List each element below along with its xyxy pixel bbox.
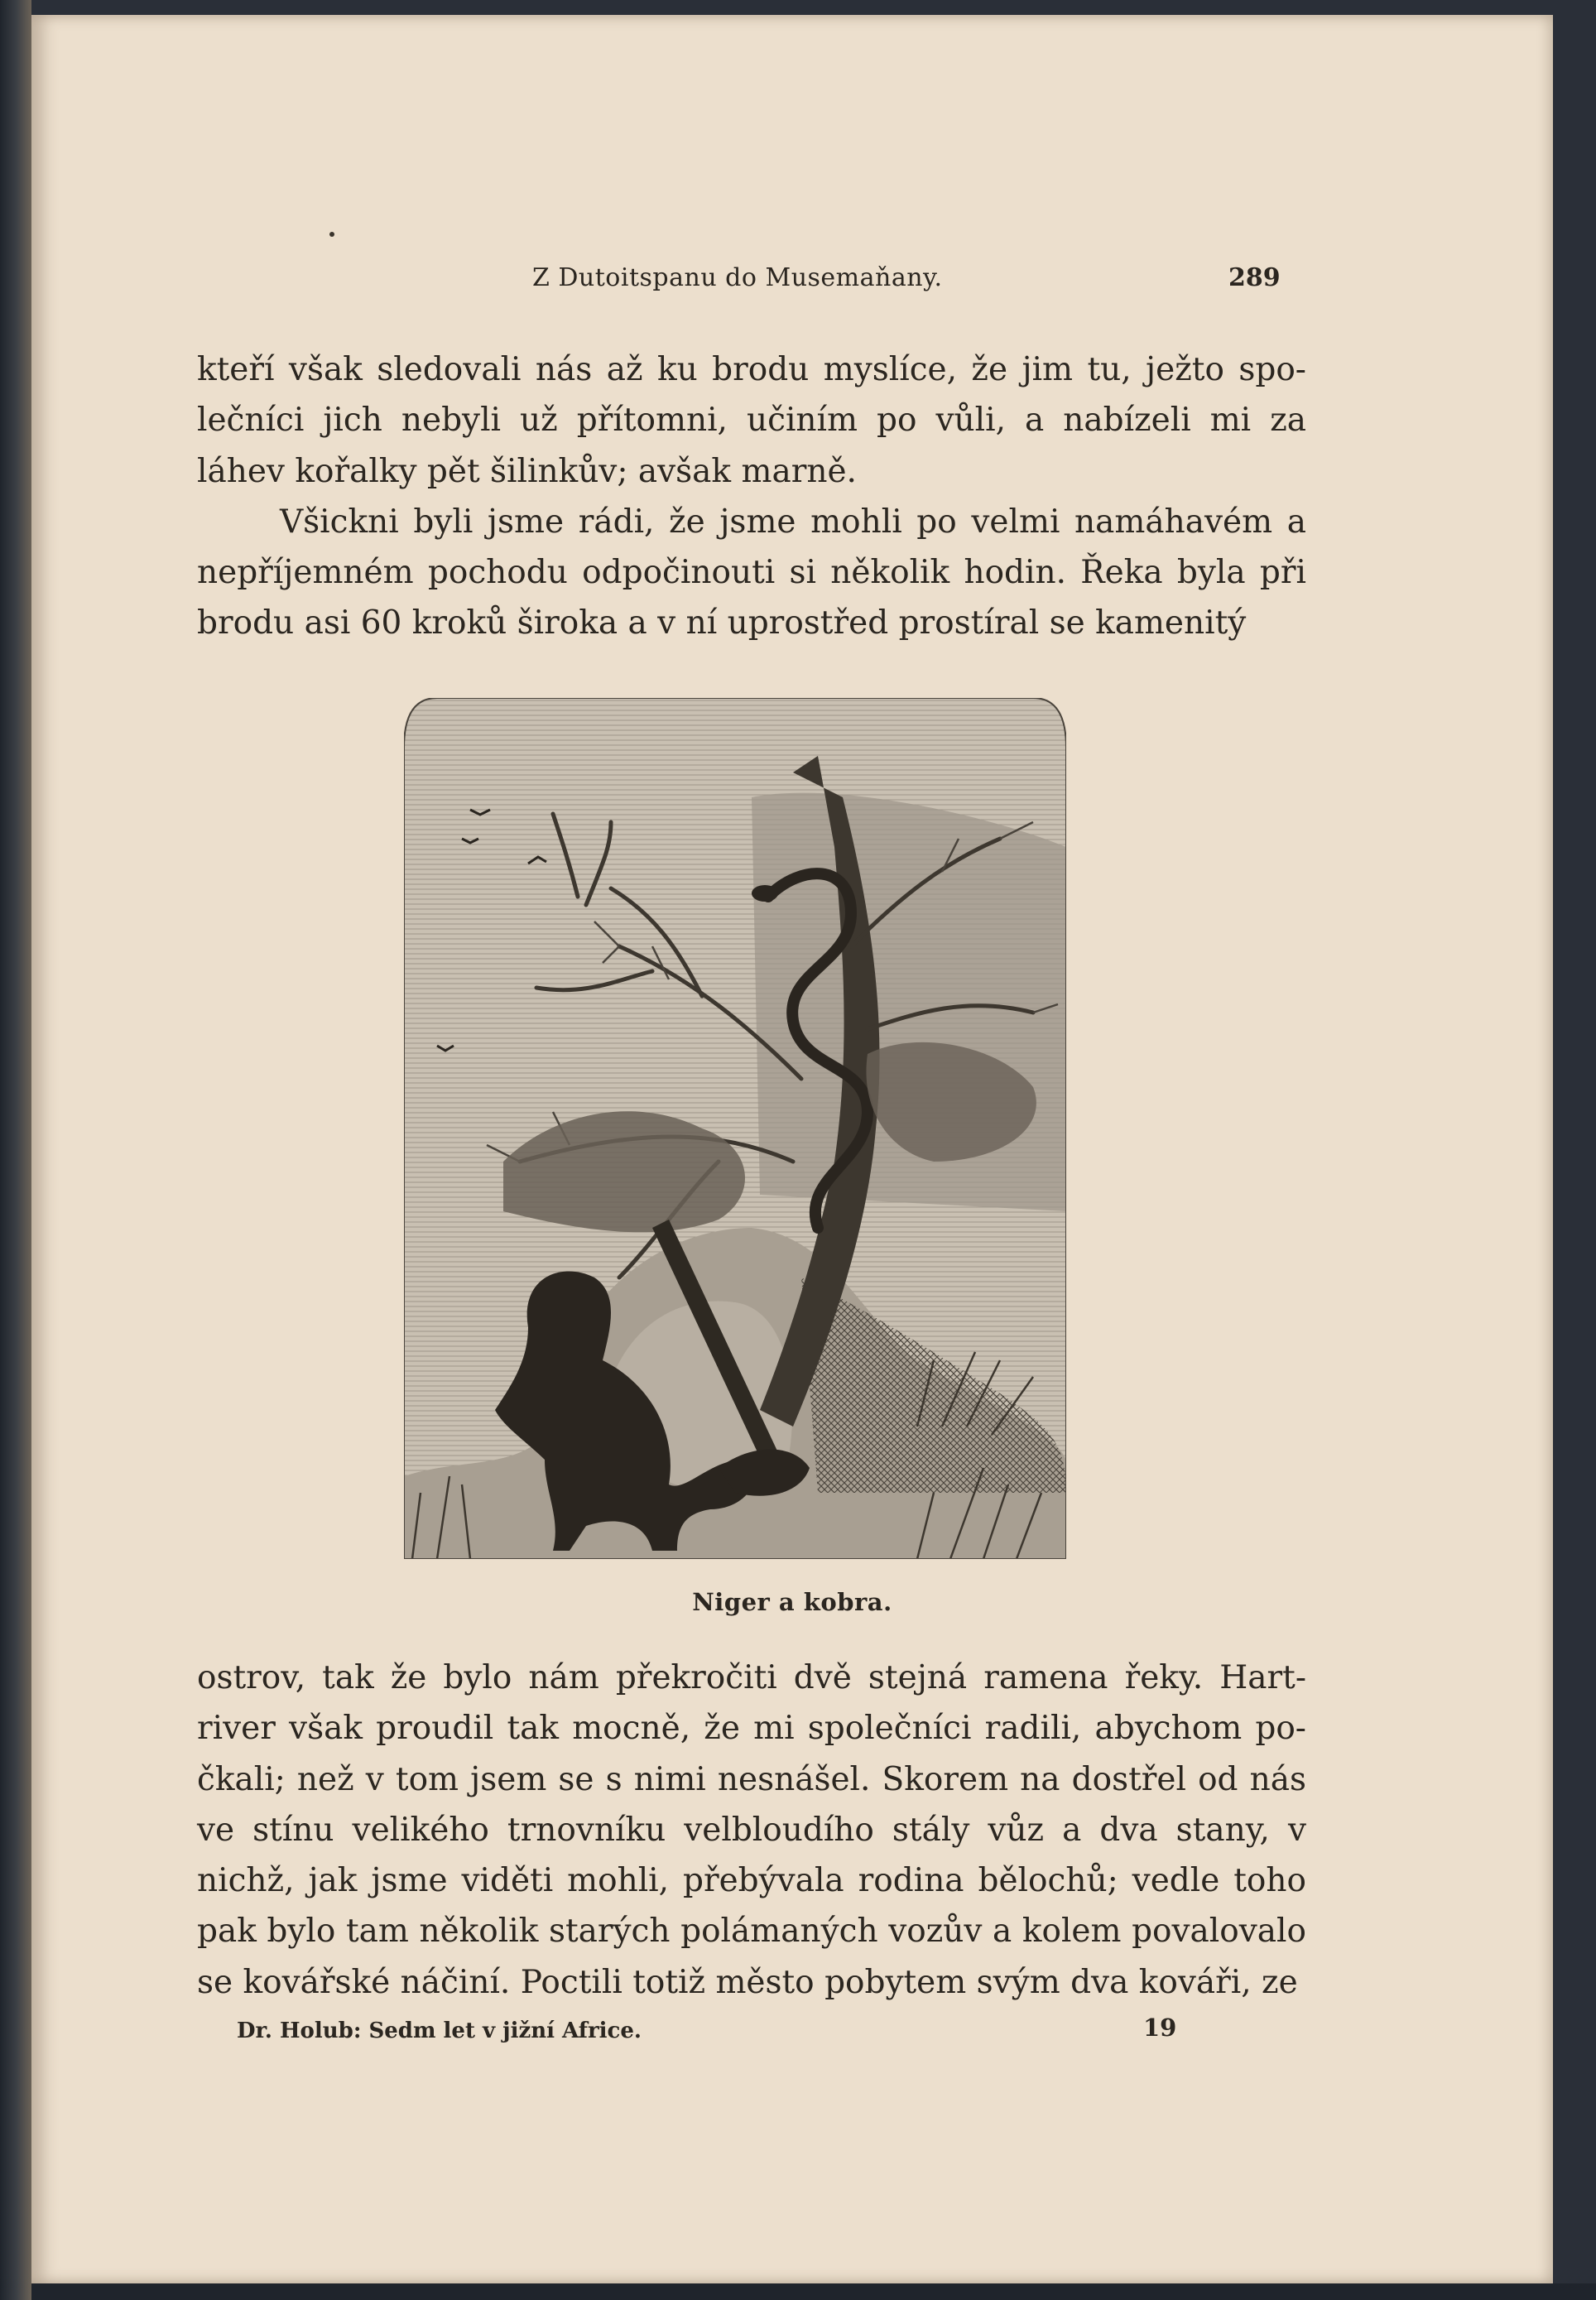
page-number: 289 bbox=[1228, 263, 1281, 292]
paragraph-continuation: ostrov, tak že bylo nám překročiti dvě stejná ramena řeky. Hart-river však proudil tak mocně, že mi společníci radili, abychom po-čkali; než v tom jsem se s nimi nesnášel. Skorem na dostřel od nás ve stínu velikého trnovníku velbloudího stály vůz a dva stany, v nichž, jak jsme viděti mohli, přebývala rodina bělochů; vedle toho pak bylo tam několik starých polámaných vozův a kolem povalovalo se kovářské náčiní. Poctili totiž město pobytem svým dva kováři, ze bbox=[197, 1659, 1306, 2001]
signature-footer bbox=[237, 2014, 1230, 2052]
paragraph-continuation: kteří však sledovali nás až ku brodu myslíce, že jim tu, ježto spo-lečníci jich nebyli už přítomni, učiním po vůli, a nabízeli mi za láhev kořalky pět šilinkův; avšak marně. bbox=[197, 351, 1306, 490]
running-title: Z Dutoitspanu do Musemaňany. bbox=[532, 263, 943, 292]
printer-signature: Dr. Holub: Sedm let v jižní Africe. bbox=[237, 2019, 642, 2043]
sheet-number: 19 bbox=[1143, 2014, 1177, 2042]
text-block-top bbox=[197, 344, 1306, 649]
ink-speck bbox=[329, 232, 334, 237]
page-bottom-edge bbox=[31, 2283, 1596, 2300]
running-head bbox=[31, 263, 1553, 296]
paragraph: Všickni byli jsme rádi, že jsme mohli po velmi namáhavém a nepříjemném pochodu odpočinouti si několik hodin. Řeka byla při brodu asi 60 kroků široka a v ní uprostřed prostíral se kamenitý bbox=[197, 503, 1306, 642]
engraving-illustration bbox=[404, 698, 1066, 1559]
text-block-bottom bbox=[197, 1653, 1306, 2008]
figure-caption: Niger a kobra. bbox=[692, 1588, 892, 1616]
illustration-niger-and-cobra bbox=[404, 698, 1066, 1559]
book-binding bbox=[0, 0, 31, 2300]
book-page bbox=[31, 15, 1553, 2283]
